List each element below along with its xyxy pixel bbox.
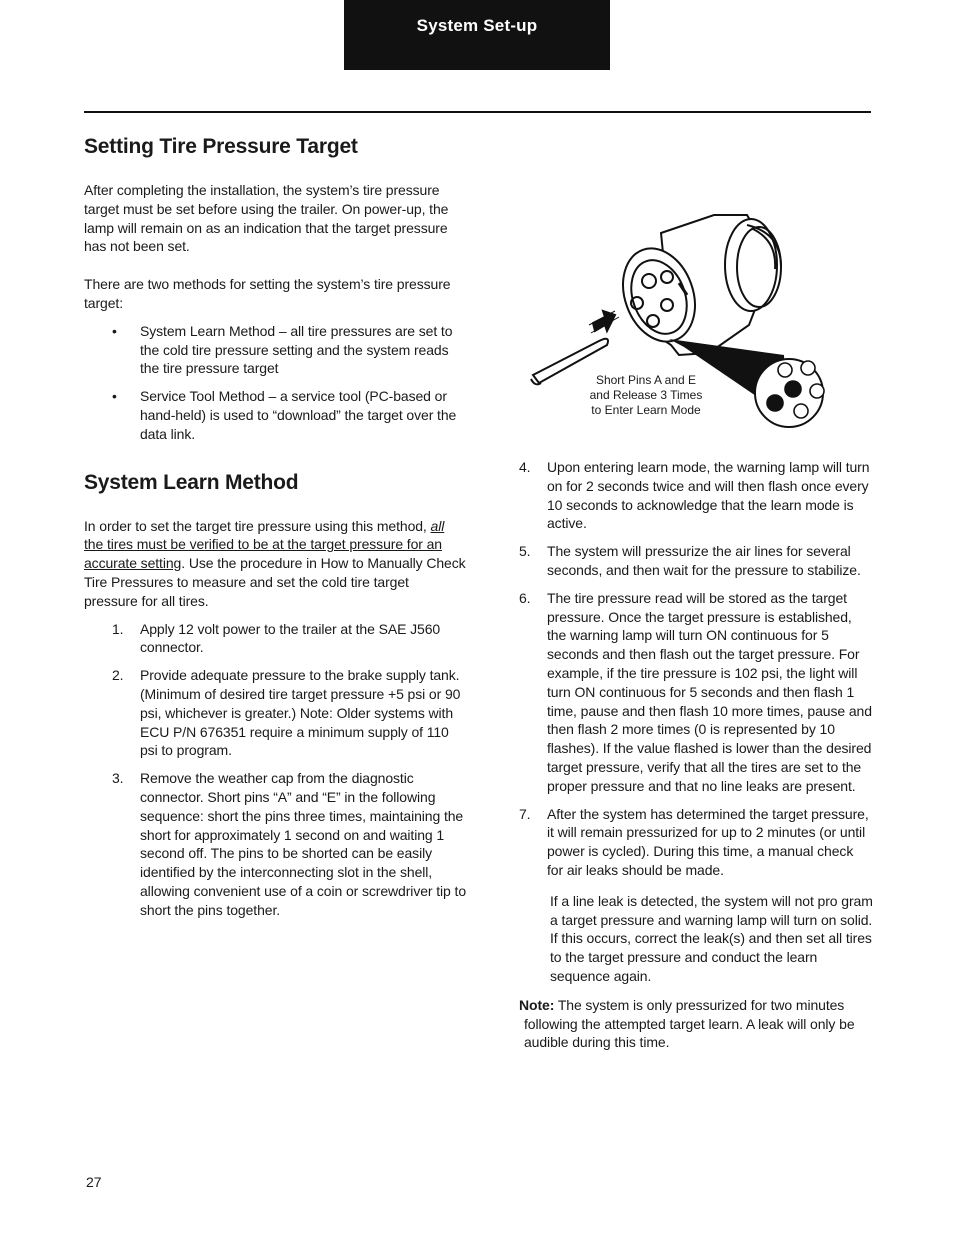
step-item: 5. The system will pressurize the air lines for several seconds, and then wait for the pressure to stabilize.: [519, 543, 861, 578]
leak-paragraph: If a line leak is detected, the system will not pro gram a target pressure and warning lamp will turn on solid. If this occurs, correct the leak(s) and then set all tires to the target pressure and conduct the learn sequence again.: [550, 892, 873, 984]
step-item: 7. After the system has determined the target pressure, it will remain pressurized for up to 2 minutes (or until power is cycled). During this time, a manual check for air leaks should be made.: [519, 805, 869, 878]
note-label: Note:: [519, 996, 555, 1013]
connector-illustration: [519, 205, 873, 430]
step-item: 1. Apply 12 volt power to the trailer at the SAE J560 connector.: [112, 620, 441, 656]
step-item: 2. Provide adequate pressure to the brake supply tank. (Minimum of desired tire target pressure +5 psi or 90 psi, whichever is greater.) Note: Older systems with ECU P/N 676351 require a minimum supply of 110 psi to program.: [112, 667, 461, 759]
intro-paragraph: After completing the installation, the system’s tire pressure target must be set before using the trailer. On power-up, the lamp will remain on as an indication that the target pressure has not been set.: [84, 182, 449, 255]
step-item: 6. The tire pressure read will be stored as the target pressure. Once the target pressure is established, the warning lamp will turn ON continuous for 5 seconds and then flash out the target pressure. For example, if the tire pressure is 102 psi, the light will turn ON continuous for 5 seconds and then flash 1 time, pause and then flash 10 more times, pause and then flash 2 more times (0 is represented by 10 flashes). If the value flashed is lower than the desired target pressure, verify that all the tires are set to the proper pressure and that no line leaks are present.: [519, 589, 872, 794]
section-header-title: System Set-up: [416, 16, 538, 35]
bullet-icon: •: [112, 388, 117, 405]
learn-steps-list: [84, 620, 466, 920]
step-item: 3. Remove the weather cap from the diagnostic connector. Short pins “A” and “E” in the following sequence: short the pins three times, maintaining the short for approximately 1 second on and waiting 1 second off. The pins to be shorted can be easily identified by the interconnecting slot in the shell, allowing convenient use of a coin or screwdriver tip to short the pins together.: [112, 770, 467, 918]
bullet-icon: •: [112, 322, 117, 339]
learn-method-intro: In order to set the target tire pressure using this method, all the tires must be verified to be at the target pressure for an accurate setting. Use the procedure in How to Manually Check Tire Pressures to measure and set the cold tire target pressure for all tires.: [84, 517, 466, 609]
section-header-tab: [344, 0, 610, 70]
right-column: [519, 458, 873, 1052]
list-item: • Service Tool Method – a service tool (PC-based or hand-held) is used to “download” the target over the data link.: [112, 388, 457, 442]
step-item: 4. Upon entering learn mode, the warning lamp will turn on for 2 seconds twice and will then flash once every 10 seconds to acknowledge that the learn mode is active.: [519, 459, 870, 532]
left-column: [84, 134, 466, 920]
note-paragraph: Note: The system is only pressurized for two minutes following the attempted target learn. A leak will only be audible during this time.: [519, 996, 855, 1051]
methods-list: [84, 322, 466, 444]
header-divider: [84, 111, 871, 113]
continued-steps-list: [519, 458, 873, 880]
section-heading-learn-method: System Learn Method: [84, 470, 299, 494]
list-item: • System Learn Method – all tire pressures are set to the cold tire pressure setting and the system reads the tire pressure target: [112, 322, 453, 377]
page-number: 27: [86, 1174, 102, 1190]
methods-paragraph: There are two methods for setting the system’s tire pressure target:: [84, 276, 451, 311]
figure-caption: Short Pins A and E and Release 3 Times to Enter Learn Mode: [589, 373, 703, 418]
section-heading-tire-pressure: Setting Tire Pressure Target: [84, 135, 358, 158]
